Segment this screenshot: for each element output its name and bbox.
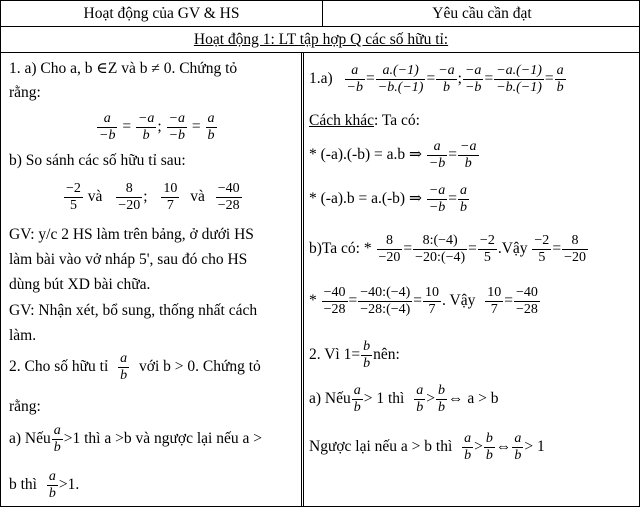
section-title-text: Hoạt động 1: LT tập hợp Q các số hữu tỉ: — [193, 31, 449, 48]
r-star2-text: * (-a).b = a.(-b) ⇒ — [309, 190, 422, 207]
r1-line: 1.a) $\frac{a}{-b}$ = $\frac{a.(-1)}{-b.(-1)}$ = $\frac{-a}{b}$ ; $\frac{-a}{-b}$ = $\frac{-a.(-1)}{-b.(-1)}$ = $\frac{a}{b}$ — [309, 62, 564, 95]
gv2-line1: GV: Nhận xét, bổ sung, thống nhất cách — [9, 302, 258, 319]
r-star2: * (-a).b = a.(-b) ⇒ $\frac{-a}{-b}$ = $\frac{a}{b}$ — [309, 182, 468, 215]
r-2a-frac3: $\frac{b}{b}$ — [437, 382, 445, 415]
p2a-end-pre: b thì — [9, 476, 37, 493]
frac-a-b-3: $\frac{a}{b}$ — [53, 422, 61, 455]
frac-m40-m28: $\frac{-40}{-28}$ — [217, 180, 240, 213]
r-c-frac5: $\frac{-40}{-28}$ — [515, 284, 538, 317]
r-c-frac1: $\frac{-40}{-28}$ — [323, 284, 346, 317]
p2a-pre: a) Nếu — [9, 430, 51, 447]
r-star1-frac2: $\frac{-a}{b}$ — [460, 138, 477, 171]
r1-label: 1.a) — [309, 70, 333, 87]
r1-frac1: $\frac{a}{-b}$ — [346, 62, 363, 95]
r-2-frac: $\frac{b}{b}$ — [363, 338, 371, 371]
frac-10-7: $\frac{10}{7}$ — [163, 180, 178, 213]
r-2a-mid: > 1 thì — [363, 390, 405, 407]
p1b-and1: và — [87, 188, 103, 205]
gv1-line2: làm bài vào vở nháp 5', sau đó cho HS — [9, 251, 248, 268]
r-conv-frac2: $\frac{b}{b}$ — [485, 430, 493, 463]
left-column — [1, 53, 301, 507]
p1a-line2: rằng: — [9, 84, 41, 101]
p1b-semicolon: ; — [143, 188, 148, 205]
r-b-frac4: $\frac{-2}{5}$ — [534, 232, 550, 265]
r-star2-frac1: $\frac{-a}{-b}$ — [428, 182, 446, 215]
r-b-vay: .Vậy — [497, 240, 528, 257]
frac-a-b-4: $\frac{a}{b}$ — [48, 468, 56, 501]
r-b-frac5: $\frac{8}{-20}$ — [564, 232, 586, 265]
r-c-vay: . Vậy — [442, 292, 476, 309]
column-divider — [301, 53, 304, 507]
p2-line2: rằng: — [9, 398, 41, 415]
p2a-end-post: >1. — [58, 476, 80, 493]
r-conv-frac1: $\frac{a}{b}$ — [464, 430, 472, 463]
frac-a-neg-b: $\frac{a}{-b}$ — [99, 110, 116, 143]
r-alt-line — [309, 111, 420, 131]
p2-post: với b > 0. Chứng tỏ — [139, 358, 261, 375]
p1b-label: b) So sánh các số hữu tỉ sau: — [9, 152, 186, 169]
r-c-frac2: $\frac{-40:(-4)}{-28:(-4)}$ — [360, 284, 411, 317]
r-2-post: nên: — [373, 346, 400, 363]
r1-frac2: $\frac{a.(-1)}{-b.(-1)}$ — [377, 62, 424, 95]
r1-frac4: $\frac{-a}{-b}$ — [464, 62, 482, 95]
p1a-formula: $\frac{a}{-b}$ = $\frac{-a}{b}$ ; $\frac{-a}{-b}$ = $\frac{a}{b}$ — [99, 110, 215, 143]
r-star1: * (-a).(-b) = a.b ⇒ $\frac{a}{-b}$ = $\frac{-a}{b}$ — [309, 138, 477, 171]
p2a-post: >1 thì a >b và ngược lại nếu a > — [63, 430, 262, 447]
p2a-end — [9, 467, 79, 503]
p1b-and2: và — [190, 188, 205, 205]
r-2a-line: a) Nếu $\frac{a}{b}$ > 1 thì $\frac{a}{b}$ > $\frac{b}{b}$ ⇔ a > b — [309, 382, 499, 415]
r-star1-frac1: $\frac{a}{-b}$ — [428, 138, 446, 171]
r-star2-frac2: $\frac{a}{b}$ — [460, 182, 468, 215]
p2-line1 — [9, 349, 261, 385]
r1-frac6: $\frac{a}{b}$ — [556, 62, 564, 95]
r-conv-frac3: $\frac{a}{b}$ — [514, 430, 522, 463]
r-alt-label: Cách khác — [309, 112, 374, 129]
right-column — [305, 53, 640, 507]
r-2-pre: 2. Vì 1= — [309, 346, 361, 363]
r-alt-tail: : Ta có: — [373, 112, 420, 129]
r-b-frac3: $\frac{-2}{5}$ — [479, 232, 495, 265]
header-teacher-student: Hoạt động của GV & HS — [1, 1, 323, 27]
gv2-line2: làm. — [9, 327, 37, 344]
r1-frac5: $\frac{-a.(-1)}{-b.(-1)}$ — [496, 62, 542, 95]
r-b-frac1: $\frac{8}{-20}$ — [378, 232, 401, 265]
frac-a-b: $\frac{a}{b}$ — [207, 110, 215, 143]
r-star1-text: * (-a).(-b) = a.b ⇒ — [309, 146, 422, 163]
section-title — [1, 27, 640, 53]
r-c-frac3: $\frac{10}{7}$ — [425, 284, 440, 317]
frac-m2-5: $\frac{-2}{5}$ — [66, 180, 81, 213]
r-2a-frac1: $\frac{a}{b}$ — [353, 382, 361, 415]
r1-frac3: $\frac{-a}{b}$ — [438, 62, 455, 95]
p1a-line1: 1. a) Cho a, b ∈Z và b ≠ 0. Chứng tỏ — [9, 60, 238, 77]
r-2-line — [309, 335, 400, 375]
gv1-line3: dùng bút XD bài chữa. — [9, 276, 151, 293]
r-conv-line: Ngược lại nếu a > b thì $\frac{a}{b}$ > $\frac{b}{b}$ ⇔ $\frac{a}{b}$ > 1 — [309, 430, 545, 463]
r-b-frac2: $\frac{8:(-4)}{-20:(-4)}$ — [415, 232, 466, 265]
r-conv-tail: > 1 — [524, 438, 545, 455]
r-c-line: * $\frac{-40}{-28}$ = $\frac{-40:(-4)}{-28:(-4)}$ = $\frac{10}{7}$ . Vậy $\frac{10}{7}$ = $\frac{-40}{-28}$ — [309, 284, 538, 317]
r-conv-pre: Ngược lại nếu a > b thì — [309, 438, 453, 455]
frac-neg-a-neg-b: $\frac{-a}{-b}$ — [168, 110, 186, 143]
r-c-frac4: $\frac{10}{7}$ — [487, 284, 502, 317]
r-b-line: b)Ta có: * $\frac{8}{-20}$ = $\frac{8:(-4)}{-20:(-4)}$ = $\frac{-2}{5}$ .Vậy $\frac{-2}{5}$ = $\frac{8}{-20}$ — [309, 232, 586, 265]
r-2a-pre: a) Nếu — [309, 390, 351, 407]
r-2a-tail: ⇔ a > b — [447, 390, 499, 407]
frac-neg-a-b: $\frac{-a}{b}$ — [137, 110, 155, 143]
p2a-line — [9, 421, 262, 457]
p1b-numbers — [63, 177, 243, 217]
frac-8-m20: $\frac{8}{-20}$ — [118, 180, 141, 213]
r-2a-frac2: $\frac{a}{b}$ — [416, 382, 424, 415]
r-b-label: b)Ta có: * — [309, 240, 372, 257]
header-requirements: Yêu cầu cần đạt — [323, 1, 640, 27]
gv1-line1: GV: y/c 2 HS làm trên bảng, ở dưới HS — [9, 226, 254, 243]
frac-a-b-2: $\frac{a}{b}$ — [120, 350, 128, 383]
p2-pre: 2. Cho số hữu tỉ — [9, 358, 109, 375]
